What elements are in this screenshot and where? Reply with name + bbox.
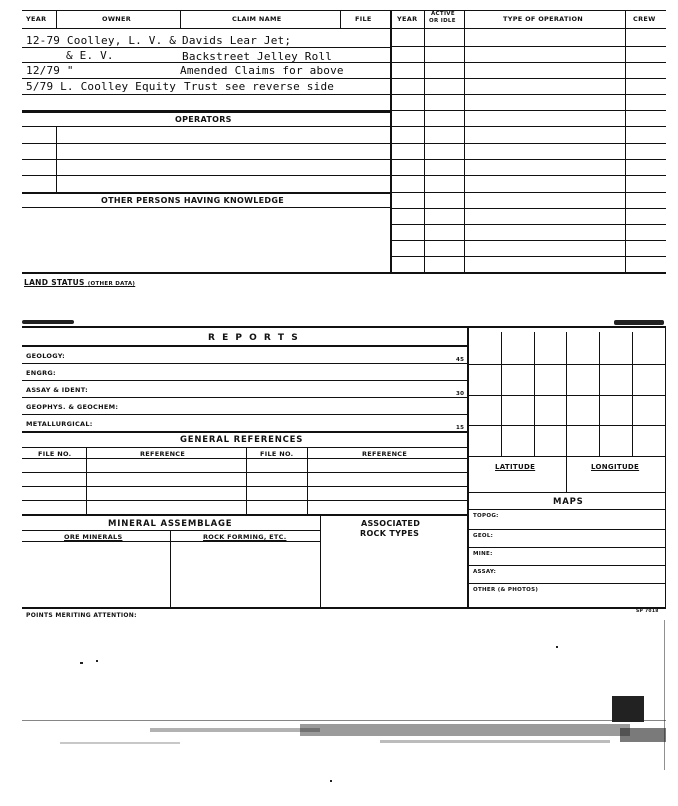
maps-title: MAPS	[553, 497, 584, 507]
land-status-text: LAND STATUS	[24, 278, 85, 287]
grid-v	[599, 332, 600, 456]
scan-dot	[556, 646, 558, 648]
col-file-header: FILE	[355, 15, 372, 23]
scan-block	[612, 696, 644, 722]
sep-year-owner	[56, 10, 57, 28]
associated-sep	[320, 514, 321, 607]
operators-rule-bottom	[22, 192, 390, 194]
col-year2-header: YEAR	[397, 15, 418, 23]
rock-forming-label: ROCK FORMING, ETC.	[203, 533, 287, 541]
col-claim-name-header: CLAIM NAME	[232, 15, 282, 23]
maps-row	[469, 565, 665, 566]
grid-v	[534, 332, 535, 456]
refs-title-rule	[22, 447, 468, 448]
refs-row	[22, 500, 468, 501]
refs-reference-1: REFERENCE	[140, 450, 186, 458]
scan-mark-left	[22, 320, 74, 324]
sep-owner-claim	[180, 10, 181, 28]
mineral-header-rule	[22, 541, 320, 542]
col-crew-header: CREW	[633, 15, 656, 23]
points-meriting-attention-label: POINTS MERITING ATTENTION:	[26, 612, 137, 619]
entry-claim-2: Backstreet Jelley Roll	[182, 50, 333, 63]
top-border	[22, 10, 666, 11]
maps-row	[469, 547, 665, 548]
entry-year-owner-3: 12/79 "	[26, 64, 74, 77]
right-row	[392, 126, 666, 127]
right-row	[392, 240, 666, 241]
col-or-idle-header: OR IDLE	[429, 18, 456, 24]
grid-right-edge	[665, 326, 666, 608]
grid-h	[469, 395, 665, 396]
right-row	[392, 224, 666, 225]
refs-row	[22, 472, 468, 473]
row-rule	[22, 94, 390, 95]
rock-types-label: ROCK TYPES	[360, 529, 420, 538]
scan-mark-right	[614, 320, 664, 325]
scan-streak	[22, 720, 666, 721]
lower-form-bottom	[22, 607, 666, 609]
mineral-assemblage-title: MINERAL ASSEMBLAGE	[108, 519, 233, 529]
right-row	[392, 46, 666, 47]
reports-title-rule	[22, 345, 468, 347]
maps-row	[469, 529, 665, 530]
refs-sep	[246, 447, 247, 514]
col-type-of-operation-header: TYPE OF OPERATION	[503, 15, 584, 23]
report-rule	[22, 414, 468, 415]
report-assay-label: ASSAY & IDENT:	[26, 386, 88, 394]
scan-edge	[664, 620, 665, 770]
other-persons-label: OTHER PERSONS HAVING KNOWLEDGE	[101, 196, 284, 205]
grid-h	[469, 425, 665, 426]
report-assay-num: 30	[456, 391, 465, 397]
maps-row	[469, 583, 665, 584]
operators-row	[22, 143, 390, 144]
maps-topog: TOPOG:	[473, 513, 499, 519]
land-status-label	[24, 278, 135, 287]
operators-row	[22, 175, 390, 176]
main-divider	[390, 10, 392, 274]
scan-streak	[300, 724, 630, 736]
mineral-sep	[170, 531, 171, 607]
reports-top-rule	[22, 326, 666, 328]
operators-sep	[56, 127, 57, 193]
report-geophys-label: GEOPHYS. & GEOCHEM:	[26, 403, 119, 411]
report-geology-num: 45	[456, 357, 465, 363]
right-row	[392, 62, 666, 63]
sep-active	[464, 10, 465, 274]
right-row	[392, 78, 666, 79]
row-rule	[22, 47, 390, 48]
report-rule	[22, 380, 468, 381]
right-row	[392, 192, 666, 193]
ore-minerals-label: ORE MINERALS	[64, 533, 123, 541]
report-rule-bottom	[22, 431, 468, 433]
header-rule-left	[22, 28, 390, 29]
report-rule	[22, 397, 468, 398]
entry-year-owner-2: & E. V.	[66, 49, 114, 62]
entry-year-owner-4: 5/79 L. Coolley Equity	[26, 80, 177, 93]
sep-crew	[625, 10, 626, 274]
col-year-header: YEAR	[26, 15, 47, 23]
other-persons-rule	[22, 207, 390, 208]
operators-row	[22, 159, 390, 160]
right-row	[392, 256, 666, 257]
grid-h	[469, 456, 665, 457]
maps-assay: ASSAY:	[473, 569, 497, 575]
report-rule	[22, 363, 468, 364]
refs-sep	[86, 447, 87, 514]
entry-claim-4: Trust see reverse side	[184, 80, 335, 93]
maps-mine: MINE:	[473, 551, 493, 557]
refs-bottom-rule	[22, 514, 468, 516]
mineral-title-rule	[22, 530, 320, 531]
col-active-header: ACTIVE	[431, 11, 455, 17]
latitude-label: LATITUDE	[495, 463, 536, 471]
operators-label: OPERATORS	[175, 115, 232, 124]
grid-v	[501, 332, 502, 456]
report-metallurgical-label: METALLURGICAL:	[26, 420, 93, 428]
refs-sep	[307, 447, 308, 514]
scan-streak	[620, 728, 666, 742]
grid-h	[469, 364, 665, 365]
right-row	[392, 175, 666, 176]
refs-row	[22, 486, 468, 487]
operators-rule	[22, 126, 390, 127]
longitude-label: LONGITUDE	[591, 463, 640, 471]
maps-geol: GEOL:	[473, 533, 494, 539]
coords-bottom-rule	[469, 492, 665, 493]
scan-dot	[330, 780, 332, 782]
report-metallurgical-num: 15	[456, 425, 465, 431]
scan-streak	[150, 728, 320, 732]
refs-header-rule	[22, 458, 468, 459]
grid-v	[566, 332, 567, 492]
sep-year2	[424, 10, 425, 274]
refs-file-no-1: FILE NO.	[38, 450, 72, 458]
refs-file-no-2: FILE NO.	[260, 450, 294, 458]
report-geology-label: GEOLOGY:	[26, 352, 66, 360]
entry-year-owner-1: 12-79 Coolley, L. V. &	[26, 34, 177, 47]
grid-v	[632, 332, 633, 456]
sep-claim-file	[340, 10, 341, 28]
maps-other: OTHER (& PHOTOS)	[473, 587, 539, 593]
associated-label: ASSOCIATED	[361, 519, 421, 528]
entry-claim-3: Amended Claims for above	[180, 64, 344, 77]
scan-streak	[380, 740, 610, 743]
entry-claim-1: Davids Lear Jet;	[182, 34, 292, 47]
form-code: SP 7018	[636, 609, 659, 614]
col-owner-header: OWNER	[102, 15, 132, 23]
scan-dot	[80, 662, 83, 664]
refs-reference-2: REFERENCE	[362, 450, 408, 458]
reports-title: R E P O R T S	[208, 333, 300, 343]
report-engrg-label: ENGRG:	[26, 369, 56, 377]
right-row	[392, 94, 666, 95]
right-row	[392, 208, 666, 209]
maps-title-rule	[469, 509, 665, 510]
right-row	[392, 110, 666, 111]
scan-streak	[60, 742, 180, 744]
scan-dot	[96, 660, 98, 662]
row-rule	[22, 78, 390, 79]
right-row	[392, 159, 666, 160]
top-table-bottom	[22, 272, 666, 274]
land-status-sub: (OTHER DATA)	[87, 281, 136, 287]
right-row	[392, 143, 666, 144]
operators-rule-top	[22, 111, 390, 113]
general-references-title: GENERAL REFERENCES	[180, 435, 304, 445]
